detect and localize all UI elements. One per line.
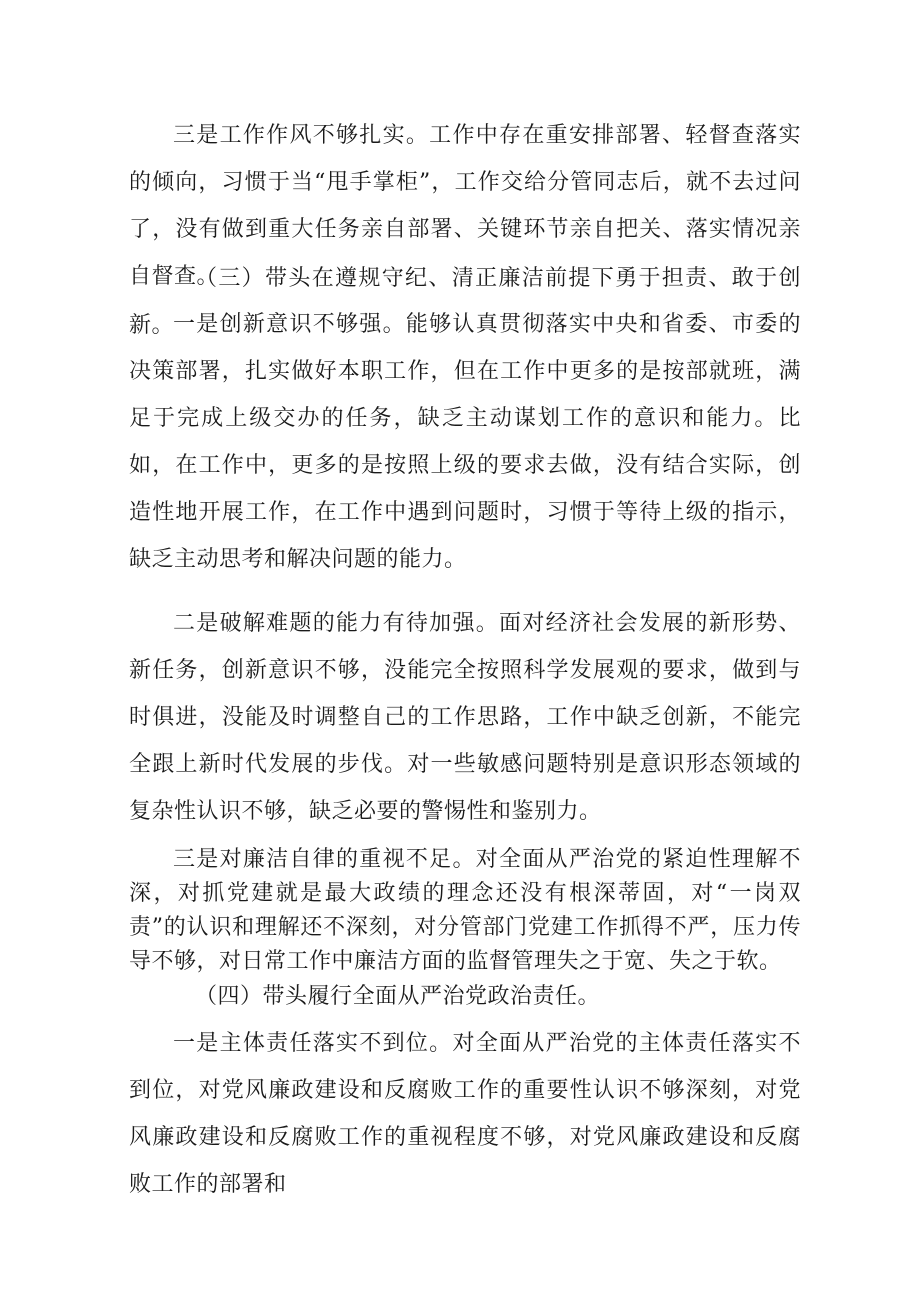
- paragraph-integrity: 三是对廉洁自律的重视不足。对全面从严治党的紧迫性理解不深，对抓党建就是最大政绩的理念还没有根深蒂固，对“一岗双责”的认识和理解还不深刻，对分管部门党建工作抓得不严，压力传导不够，对日常工作中廉洁方面的监督管理失之于宽、失之于软。: [129, 847, 801, 974]
- section-heading-3: （三）带头在遵规守纪、清正廉洁前提下勇于担责、敢于创新。: [129, 266, 801, 338]
- paragraph-work-style: 三是工作作风不够扎实。工作中存在重安排部署、轻督查落实的倾向，习惯于当“甩手掌柜”，工作交给分管同志后，就不去过问了，没有做到重大任务亲自部署、关键环节亲自把关、落实情况亲自督查。: [129, 123, 801, 289]
- paragraph-problem-solving: 二是破解难题的能力有待加强。面对经济社会发展的新形势、新任务，创新意识不够，没能完全按照科学发展观的要求，做到与时俱进，没能及时调整自己的工作思路，工作中缺乏创新，不能完全跟上新时代发展的步伐。对一些敏感问题特别是意识形态领域的复杂性认识不够，缺乏必要的警惕性和鉴别力。: [129, 611, 801, 824]
- paragraph-main-responsibility: 一是主体责任落实不到位。对全面从严治党的主体责任落实不到位，对党风廉政建设和反腐败工作的重要性认识不够深刻，对党风廉政建设和反腐败工作的重视程度不够，对党风廉政建设和反腐败工作的部署和: [129, 1031, 801, 1197]
- section-heading-4: （四）带头履行全面从严治党政治责任。: [195, 984, 601, 1009]
- paragraph-innovation-awareness: 一是创新意识不够强。能够认真贯彻落实中央和省委、市委的决策部署，扎实做好本职工作，但在工作中更多的是按部就班，满足于完成上级交办的任务，缺乏主动谋划工作的意识和能力。比如，在工作中，更多的是按照上级的要求去做，没有结合实际，创造性地开展工作，在工作中遇到问题时，习惯于等待上级的指示，缺乏主动思考和解决问题的能力。: [129, 312, 801, 572]
